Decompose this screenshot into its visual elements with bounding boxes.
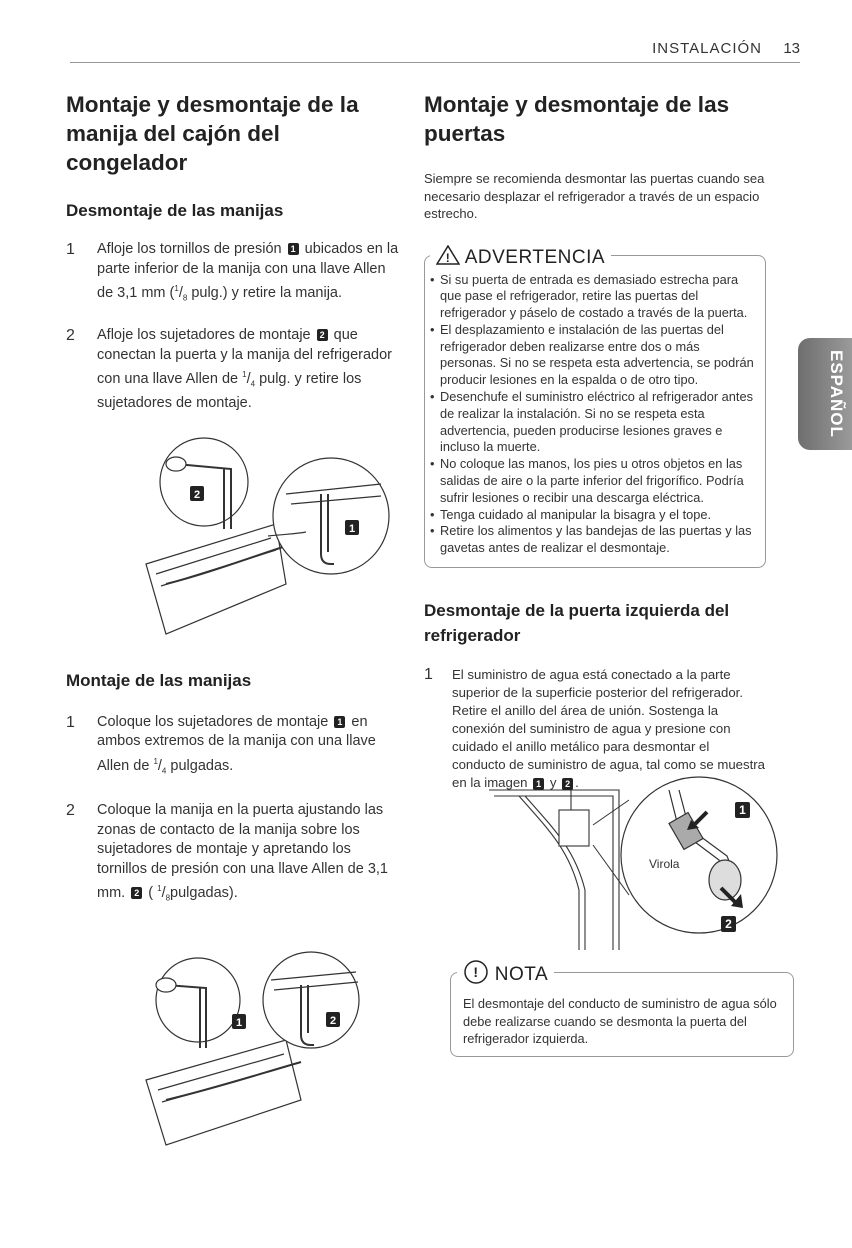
left-column xyxy=(66,90,401,1150)
fraction-denominator: 4 xyxy=(161,766,167,776)
step-number: 2 xyxy=(66,802,75,820)
warning-item: • Desenchufe el suministro eléctrico al refrigerador antes de realizar la instalación. Si no se respeta esta advertencia, pueden producirse lesiones graves e incluso la muerte. xyxy=(430,389,759,456)
fig-label: 1 xyxy=(348,522,356,535)
callout-badge-2 xyxy=(190,486,204,501)
step-text: Coloque los sujetadores de montaje xyxy=(97,713,329,730)
step-text: Afloje los sujetadores de montaje xyxy=(97,327,311,344)
fraction-denominator: 8 xyxy=(165,893,171,903)
page-number: 13 xyxy=(783,40,800,57)
step-number: 1 xyxy=(66,241,75,258)
callout-badge: 2 xyxy=(131,887,142,899)
warning-item: • Si su puerta de entrada es demasiado estrecha para que pase el refrigerador, retire las puertas del refrigerador y páselo de costado a través de la puerta. xyxy=(430,272,759,322)
door-step-1 xyxy=(424,666,766,792)
removal-step-2: 2 Afloje los sujetadores de montaje 2 que conectan la puerta y la manija del refrigerador con una llave Allen de $^1/_4$ pulg. y retire los sujetadores de montaje. xyxy=(66,327,392,412)
language-tab-label: ESPAÑOL xyxy=(827,350,846,438)
section-title: INSTALACIÓN xyxy=(652,40,762,57)
callout-badge: 2 xyxy=(317,329,328,341)
note-box xyxy=(450,964,794,1057)
callout-badge-1 xyxy=(232,1014,246,1029)
left-heading: Montaje y desmontaje de la manija del cajón del congelador xyxy=(66,92,359,175)
fig-label: 2 xyxy=(329,1015,337,1028)
virola-label: Virola xyxy=(649,857,680,872)
warning-icon xyxy=(436,245,460,265)
step-text: . xyxy=(575,775,579,791)
note-text: El desmontaje del conducto de suministro de agua sólo debe realizarse cuando se desmonta la puerta del refrigerador izquierda. xyxy=(463,996,777,1047)
intro-paragraph: Siempre se recomienda desmontar las puertas cuando sea necesario desplazar el refrigerador a través de un espacio estrecho. xyxy=(424,171,765,221)
callout-badge: 1 xyxy=(334,716,345,728)
step-text: Coloque la manija en la puerta ajustando las zonas de contacto de la manija sobre los sujetadores de montaje y apretando los tornillos de presión con una llave Allen de 3,1 mm. xyxy=(97,802,388,901)
mount-step-1: 1 Coloque los sujetadores de montaje 1 en ambos extremos de la manija con una llave Allen de $^1/_4$ pulgadas. xyxy=(66,713,376,776)
callout-badge: 1 xyxy=(533,778,544,790)
step-number: 1 xyxy=(424,666,433,684)
warning-box xyxy=(424,246,766,569)
water-line-illustration xyxy=(459,770,779,950)
warning-item: • Tenga cuidado al manipular la bisagra y el tope. xyxy=(430,507,759,524)
fraction-numerator: 1 xyxy=(174,284,179,293)
fraction-denominator: 4 xyxy=(250,379,256,389)
fraction-numerator: 1 xyxy=(153,756,158,766)
fig-label: 2 xyxy=(193,488,201,501)
warning-item: • No coloque las manos, los pies u otros objetos en las salidas de aire o la parte inferior del frigorífico. Podría sufrir lesiones o recibir una descarga eléctrica. xyxy=(430,456,759,506)
step-text: Afloje los tornillos de presión xyxy=(97,241,282,257)
warning-title-text: ADVERTENCIA xyxy=(464,246,606,268)
warning-title xyxy=(430,245,611,269)
language-tab xyxy=(798,338,852,450)
step-text: pulg.) y retire la manija. xyxy=(191,284,343,301)
info-icon xyxy=(463,959,489,985)
page-header xyxy=(70,40,800,63)
callout-badge-1 xyxy=(345,520,359,535)
note-title-text: NOTA xyxy=(494,964,549,986)
warning-list xyxy=(430,272,759,558)
door-subheading: Desmontaje de la puerta izquierda del refrigerador xyxy=(424,601,730,646)
step-number: 2 xyxy=(66,327,75,345)
mount-subheading: Montaje de las manijas xyxy=(66,670,252,690)
step-text: pulgadas). xyxy=(170,884,238,901)
warning-item: • Retire los alimentos y las bandejas de las puertas y las gavetas antes de realizar el desmontaje. xyxy=(430,523,759,557)
step-text: que conectan la puerta y la manija del refrigerador con una llave Allen de xyxy=(97,327,392,388)
removal-subheading: Desmontaje de las manijas xyxy=(66,201,284,220)
callout-badge-2 xyxy=(721,916,736,932)
step-text: en ambos extremos de la manija con una llave Allen de xyxy=(97,713,376,774)
step-number: 1 xyxy=(66,713,75,731)
step-text: ubicados en la parte inferior de la manija con una llave Allen de 3,1 mm ( xyxy=(97,241,399,301)
warning-item: • El desplazamiento e instalación de las puertas del refrigerador deben realizarse entre dos o más personas. Si no se respeta esta advertencia, se podrán producir lesiones en la espalda o de otro tipo. xyxy=(430,322,759,389)
handle-mounting-illustration xyxy=(136,940,396,1150)
fig-label: 1 xyxy=(235,1017,243,1030)
note-title xyxy=(457,959,554,986)
fig-label: 1 xyxy=(739,803,746,818)
fraction-numerator: 1 xyxy=(157,884,162,894)
handle-removal-illustration xyxy=(136,434,396,644)
callout-badge-2 xyxy=(326,1012,340,1027)
fraction-denominator: 8 xyxy=(182,293,188,303)
svg-text:!: ! xyxy=(473,964,479,981)
step-text: pulgadas. xyxy=(170,757,234,774)
removal-step-1: 1 Afloje los tornillos de presión 1 ubicados en la parte inferior de la manija con una llave Allen de 3,1 mm ($^1/_8$ pulg.) y retire la manija. xyxy=(66,241,399,303)
step-text: pulg. y retire los sujetadores de montaje. xyxy=(97,371,362,412)
step-text: El suministro de agua está conectado a la parte superior de la superficie posterior del refrigerador. Retire el anillo del área de unión. Sostenga la conexión del suministro de agua y presione con cuidado el anillo metálico para desmontar el conducto de suministro de agua, tal como se muestra en la imagen xyxy=(452,667,766,791)
callout-badge: 2 xyxy=(562,778,573,790)
mount-step-2: 2 Coloque la manija en la puerta ajustando las zonas de contacto de la manija sobre los sujetadores de montaje y apretando los tornillos de presión con una llave Allen de 3,1 mm. 2 ( $^1/_8pulgadas$). xyxy=(66,802,388,903)
step-text: y xyxy=(549,775,557,791)
step-text: ( xyxy=(148,884,158,901)
fig-label: 2 xyxy=(725,917,732,932)
fraction-numerator: 1 xyxy=(242,370,247,380)
svg-text:!: ! xyxy=(445,250,451,265)
right-column xyxy=(424,90,777,1057)
callout-badge: 1 xyxy=(288,243,299,255)
callout-badge-1 xyxy=(735,802,750,818)
right-heading: Montaje y desmontaje de las puertas xyxy=(424,92,730,146)
